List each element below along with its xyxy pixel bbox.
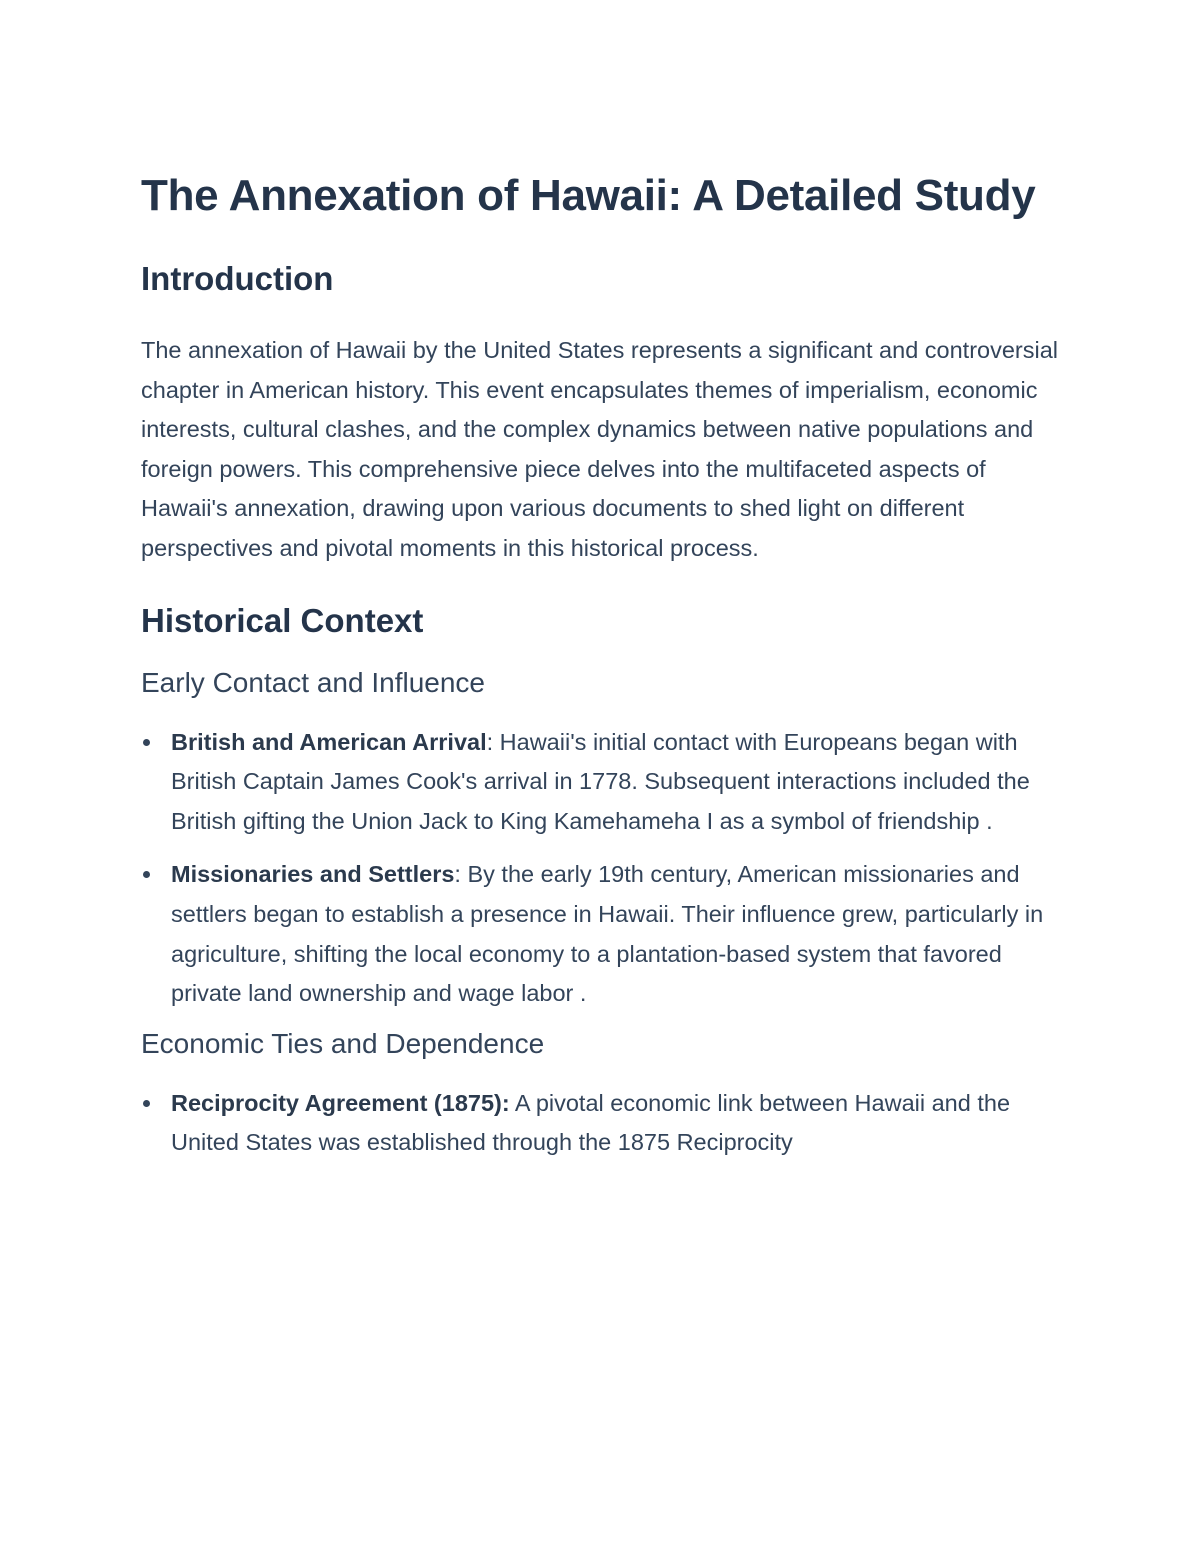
introduction-heading: Introduction [141, 260, 334, 297]
economic-ties-subheading: Economic Ties and Dependence [141, 1027, 545, 1059]
document-title: The Annexation of Hawaii: A Detailed Study [141, 171, 1036, 220]
list-item [141, 1084, 1071, 1163]
list-item [141, 723, 1071, 842]
list-item-term: Missionaries and Settlers [171, 861, 455, 888]
list-item [141, 855, 1071, 1013]
document-page [141, 165, 1071, 1163]
bullet-icon [143, 1100, 150, 1107]
list-item-term: British and American Arrival [171, 728, 487, 755]
list-item-term: Reciprocity Agreement (1875): [171, 1089, 510, 1116]
introduction-paragraph: The annexation of Hawaii by the United States represents a significant and controversial chapter in American history. This event encapsulates themes of imperialism, economic interests, cultural clashes, and the complex dynamics between native populations and foreign powers. This comprehensive piece delves into the multifaceted aspects of Hawaii's annexation, drawing upon various documents to shed light on different perspectives and pivotal moments in this historical process. [141, 337, 1059, 561]
bullet-icon [143, 871, 150, 878]
list-item-text: A pivotal economic link between Hawaii and the United States was established through the 1875 Reciprocity [171, 1089, 1011, 1156]
early-contact-list [141, 723, 1071, 1014]
economic-ties-list [141, 1084, 1071, 1163]
bullet-icon [143, 739, 150, 746]
list-item-text: : By the early 19th century, American missionaries and settlers began to establish a presence in Hawaii. Their influence grew, particularly in agriculture, shifting the local economy to a plantation-based system that favored private land ownership and wage labor . [171, 861, 1044, 1007]
list-item-text: : Hawaii's initial contact with Europeans began with British Captain James Cook's arrival in 1778. Subsequent interactions included the British gifting the Union Jack to King Kamehameha I as a symbol of friendship . [171, 728, 1030, 834]
early-contact-subheading: Early Contact and Influence [141, 666, 485, 698]
historical-context-heading: Historical Context [141, 601, 424, 639]
